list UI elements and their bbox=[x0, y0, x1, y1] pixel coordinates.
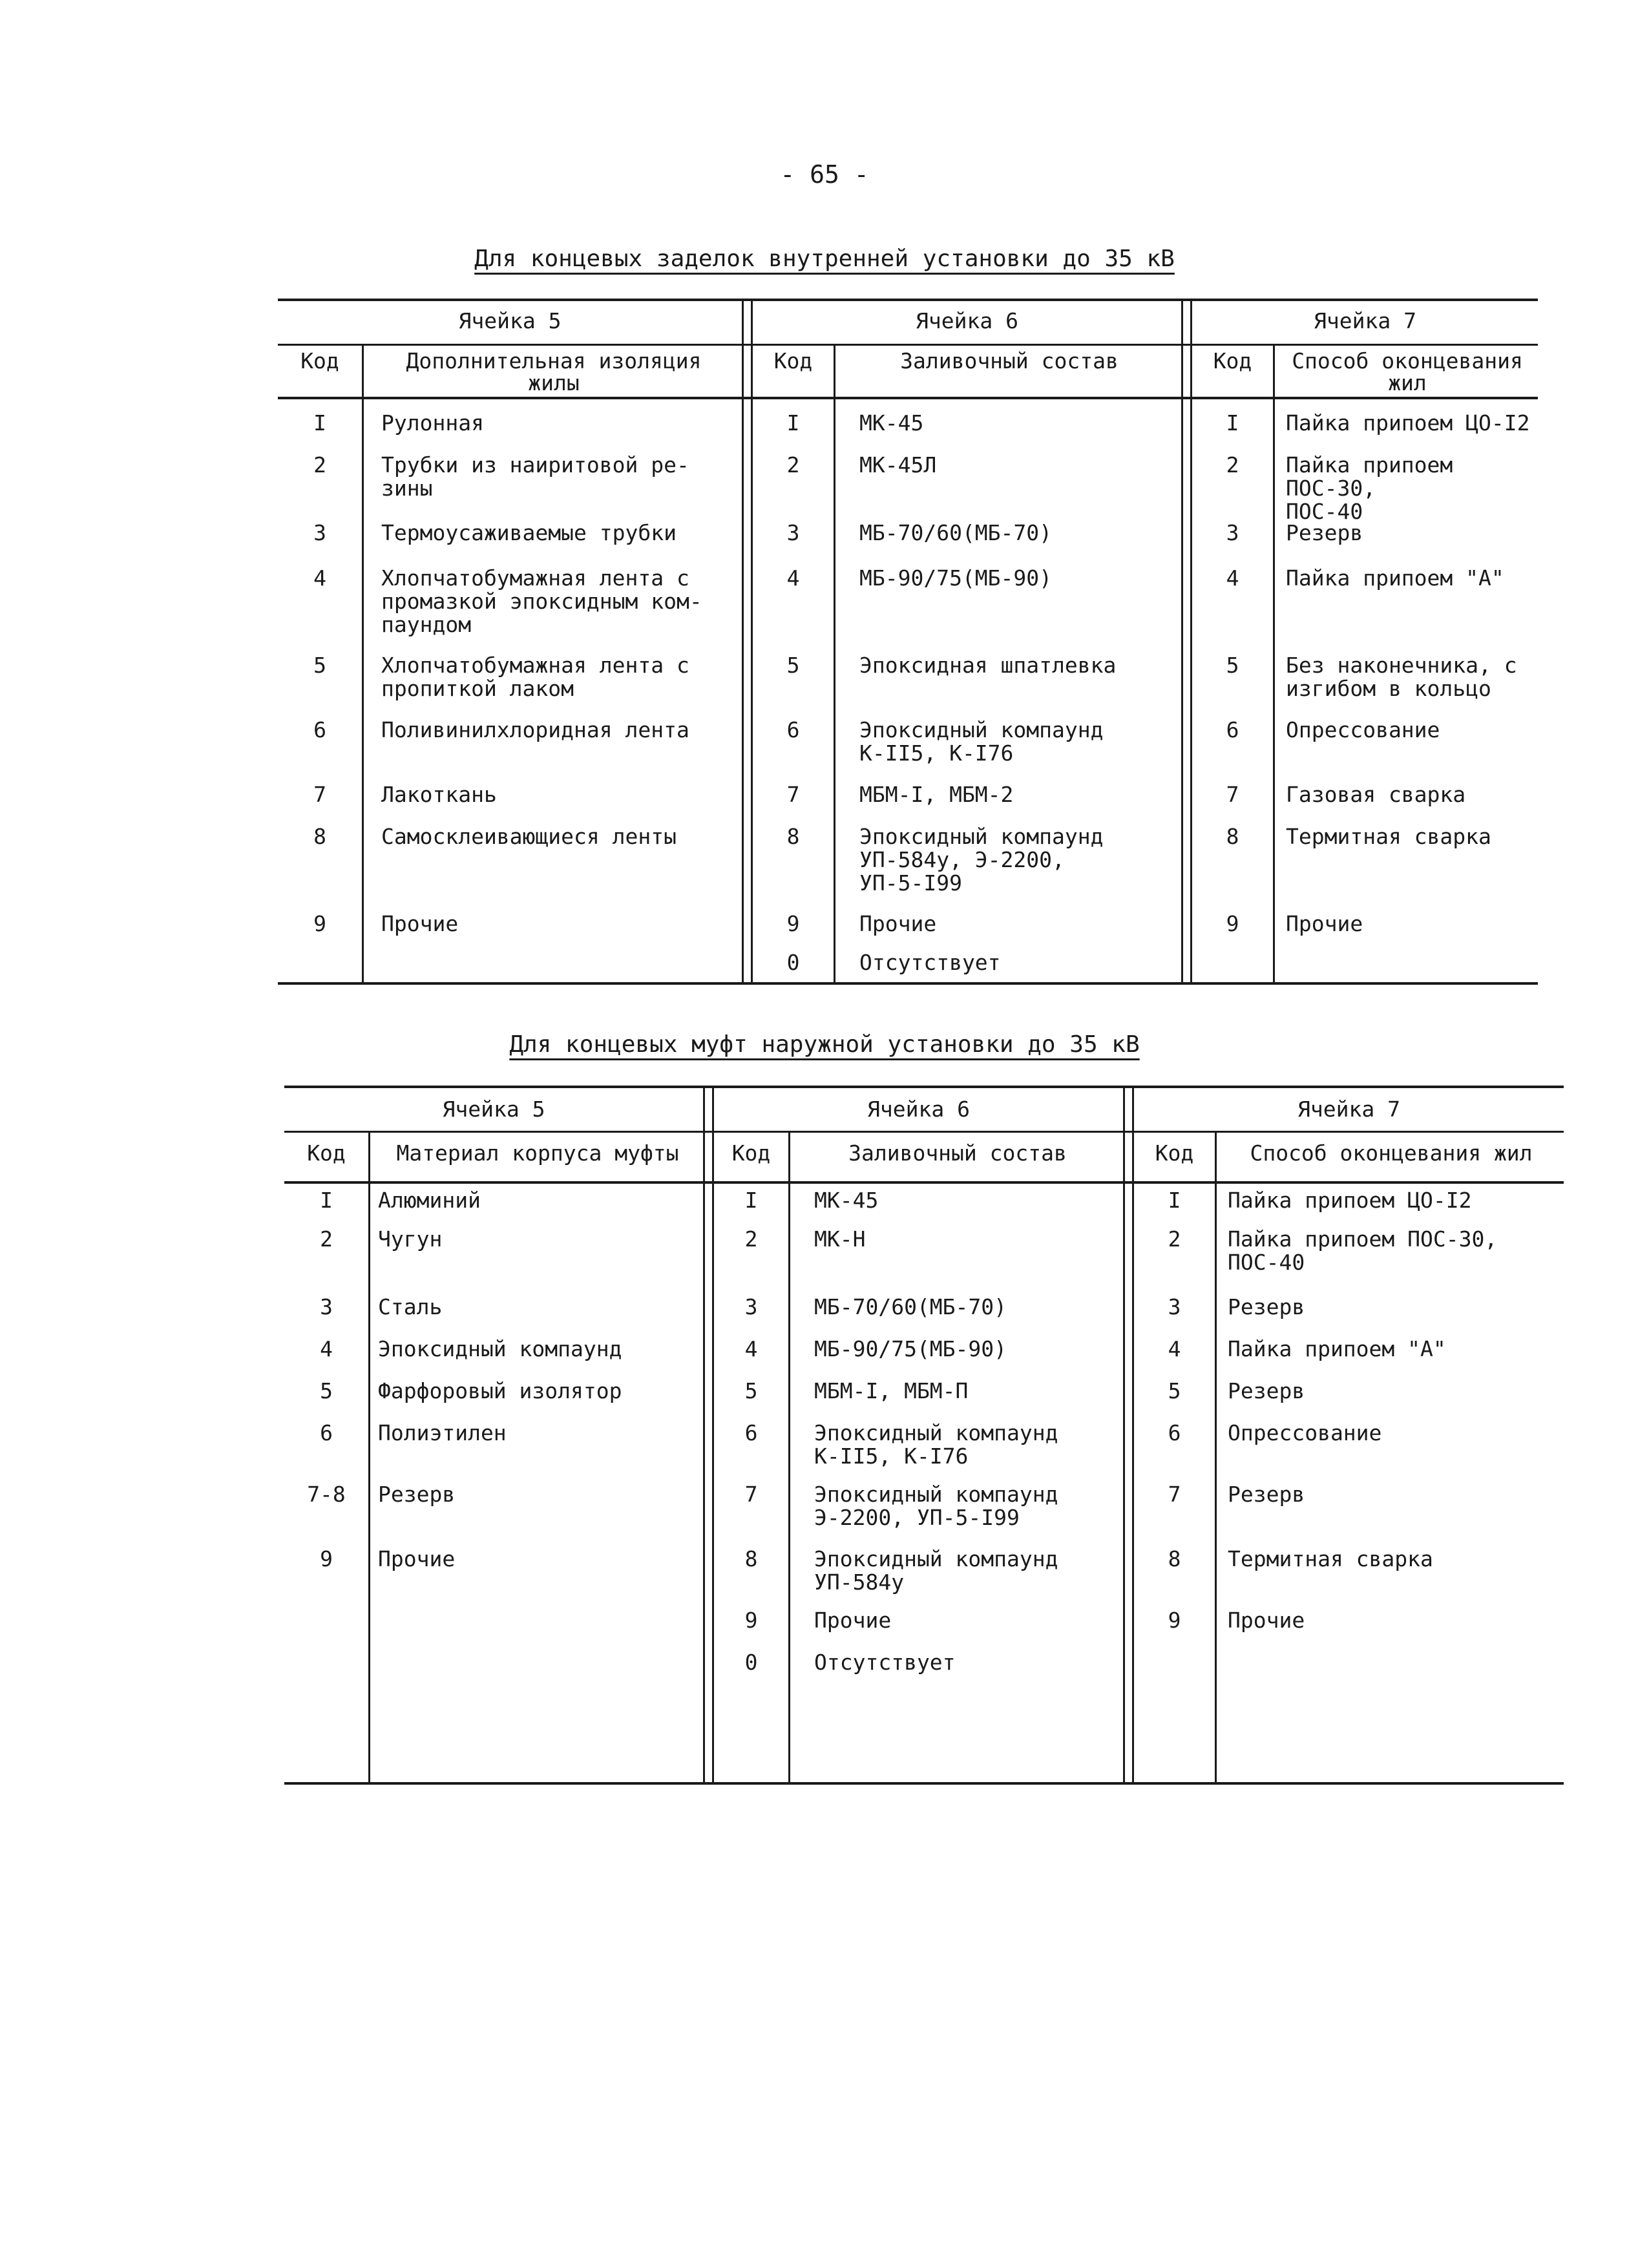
table-2 bbox=[284, 1086, 1564, 1783]
code-cell: 5 bbox=[313, 653, 326, 678]
code-cell: 9 bbox=[1168, 1608, 1181, 1633]
description-cell: Пайка припоем ЦО-I2 bbox=[1228, 1188, 1472, 1213]
description-cell: Прочие bbox=[814, 1608, 892, 1633]
description-cell: МК-Н bbox=[814, 1226, 866, 1252]
description-cell: МК-45 bbox=[814, 1188, 879, 1213]
description-cell: Пайка припоем ПОС-30, ПОС-40 bbox=[1228, 1226, 1498, 1275]
code-cell: I bbox=[786, 410, 800, 436]
code-cell: 2 bbox=[313, 452, 326, 478]
code-cell: 4 bbox=[744, 1336, 758, 1361]
description-cell: Полиэтилен bbox=[378, 1420, 507, 1445]
code-cell: 8 bbox=[1226, 824, 1239, 849]
code-cell: 5 bbox=[320, 1378, 333, 1403]
group-divider bbox=[742, 299, 744, 982]
group-divider bbox=[751, 299, 753, 982]
code-cell: 4 bbox=[786, 565, 800, 591]
code-cell: 6 bbox=[320, 1420, 333, 1445]
code-cell: 3 bbox=[1168, 1294, 1181, 1319]
description-cell: Прочие bbox=[859, 911, 937, 936]
column-divider bbox=[788, 1131, 790, 1782]
description-cell: Пайка припоем ПОС-30, ПОС-40 bbox=[1286, 452, 1453, 524]
group-header-rule bbox=[278, 344, 1538, 346]
description-cell: МБ-90/75(МБ-90) bbox=[814, 1336, 1007, 1361]
code-cell: 0 bbox=[744, 1650, 758, 1675]
code-cell: 3 bbox=[744, 1294, 758, 1319]
code-cell: 5 bbox=[1168, 1378, 1181, 1403]
table-1 bbox=[278, 299, 1538, 983]
description-cell: Резерв bbox=[378, 1482, 456, 1507]
description-cell: Лакоткань bbox=[381, 782, 497, 807]
column-divider bbox=[1273, 344, 1275, 982]
description-column-header: Способ оконцевания жил bbox=[1292, 348, 1523, 395]
code-cell: 7 bbox=[786, 782, 800, 807]
code-cell: 0 bbox=[786, 950, 800, 975]
column-divider bbox=[362, 344, 364, 982]
code-cell: I bbox=[320, 1188, 333, 1213]
description-cell: Прочие bbox=[378, 1546, 456, 1571]
code-cell: 7 bbox=[744, 1482, 758, 1507]
code-cell: 2 bbox=[786, 452, 800, 478]
code-cell: 4 bbox=[1168, 1336, 1181, 1361]
description-cell: Резерв bbox=[1228, 1378, 1305, 1403]
code-cell: 8 bbox=[786, 824, 800, 849]
code-cell: 6 bbox=[1168, 1420, 1181, 1445]
group-divider bbox=[1181, 299, 1183, 982]
description-cell: Пайка припоем ЦО-I2 bbox=[1286, 410, 1530, 436]
table-1-caption bbox=[0, 246, 1649, 272]
code-cell: 5 bbox=[1226, 653, 1239, 678]
group-header: Ячейка 7 bbox=[1297, 1097, 1400, 1122]
description-cell: Эпоксидная шпатлевка bbox=[859, 653, 1117, 678]
code-cell: I bbox=[313, 410, 326, 436]
column-header-rule bbox=[278, 397, 1538, 399]
description-cell: Эпоксидный компаунд Э-2200, УП-5-I99 bbox=[814, 1482, 1058, 1530]
description-cell: Резерв bbox=[1286, 520, 1363, 545]
group-header: Ячейка 5 bbox=[458, 308, 562, 333]
code-column-header: Код bbox=[1213, 348, 1252, 373]
code-cell: 9 bbox=[1226, 911, 1239, 936]
code-cell: 4 bbox=[1226, 565, 1239, 591]
code-cell: 9 bbox=[786, 911, 800, 936]
description-cell: Пайка припоем "А" bbox=[1228, 1336, 1446, 1361]
description-cell: Фарфоровый изолятор bbox=[378, 1378, 622, 1403]
group-divider bbox=[703, 1086, 705, 1782]
code-cell: 9 bbox=[313, 911, 326, 936]
code-cell: 5 bbox=[786, 653, 800, 678]
group-header: Ячейка 7 bbox=[1314, 308, 1416, 333]
code-cell: 3 bbox=[1226, 520, 1239, 545]
code-cell: 6 bbox=[313, 717, 326, 742]
column-divider bbox=[368, 1131, 370, 1782]
description-cell: Термитная сварка bbox=[1286, 824, 1491, 849]
description-column-header: Материал корпуса муфты bbox=[396, 1140, 679, 1166]
code-cell: 8 bbox=[744, 1546, 758, 1571]
description-column-header: Заливочный состав bbox=[900, 348, 1119, 373]
code-cell: 7-8 bbox=[307, 1482, 346, 1507]
description-cell: МБ-70/60(МБ-70) bbox=[814, 1294, 1007, 1319]
description-cell: Трубки из наиритовой ре- зины bbox=[381, 452, 689, 501]
description-cell: Опрессование bbox=[1286, 717, 1440, 742]
code-cell: 7 bbox=[1226, 782, 1239, 807]
code-column-header: Код bbox=[300, 348, 339, 373]
group-header: Ячейка 6 bbox=[867, 1097, 970, 1122]
group-header: Ячейка 5 bbox=[442, 1097, 545, 1122]
code-cell: 3 bbox=[320, 1294, 333, 1319]
description-cell: Пайка припоем "А" bbox=[1286, 565, 1504, 591]
description-column-header: Способ оконцевания жил bbox=[1250, 1140, 1533, 1166]
description-cell: Резерв bbox=[1228, 1294, 1305, 1319]
description-cell: Термитная сварка bbox=[1228, 1546, 1433, 1571]
code-cell: 6 bbox=[786, 717, 800, 742]
column-divider bbox=[834, 344, 835, 982]
description-cell: Поливинилхлоридная лента bbox=[381, 717, 689, 742]
description-cell: Алюминий bbox=[378, 1188, 481, 1213]
code-cell: 6 bbox=[1226, 717, 1239, 742]
description-cell: Прочие bbox=[381, 911, 459, 936]
group-divider bbox=[1190, 299, 1192, 982]
code-cell: 2 bbox=[1226, 452, 1239, 478]
code-cell: 9 bbox=[320, 1546, 333, 1571]
code-cell: 7 bbox=[1168, 1482, 1181, 1507]
group-divider bbox=[1123, 1086, 1125, 1782]
description-cell: Самосклеивающиеся ленты bbox=[381, 824, 677, 849]
description-cell: МБМ-I, МБМ-2 bbox=[859, 782, 1014, 807]
description-cell: Чугун bbox=[378, 1226, 443, 1252]
code-cell: 4 bbox=[320, 1336, 333, 1361]
code-cell: 4 bbox=[313, 565, 326, 591]
description-cell: Отсутствует bbox=[859, 950, 1001, 975]
description-cell: Газовая сварка bbox=[1286, 782, 1466, 807]
code-cell: 3 bbox=[313, 520, 326, 545]
code-cell: I bbox=[1226, 410, 1239, 436]
description-cell: Без наконечника, с изгибом в кольцо bbox=[1286, 653, 1517, 701]
description-cell: МБМ-I, МБМ-П bbox=[814, 1378, 969, 1403]
description-cell: Эпоксидный компаунд К-II5, К-I76 bbox=[859, 717, 1104, 766]
group-header-rule bbox=[284, 1131, 1564, 1133]
description-cell: Резерв bbox=[1228, 1482, 1305, 1507]
description-cell: Сталь bbox=[378, 1294, 443, 1319]
code-cell: 8 bbox=[1168, 1546, 1181, 1571]
table-1-caption-text: Для концевых заделок внутренней установки до 35 кВ bbox=[474, 246, 1175, 272]
table-2-caption-text: Для концевых муфт наружной установки до 35 кВ bbox=[509, 1031, 1140, 1058]
description-column-header: Заливочный состав bbox=[848, 1140, 1067, 1166]
code-cell: 2 bbox=[320, 1226, 333, 1252]
code-column-header: Код bbox=[731, 1140, 771, 1166]
description-cell: МК-45Л bbox=[859, 452, 937, 478]
description-cell: Хлопчатобумажная лента с промазкой эпоксидным ком- паундом bbox=[381, 565, 702, 637]
description-cell: Хлопчатобумажная лента с пропиткой лаком bbox=[381, 653, 689, 701]
description-cell: МБ-70/60(МБ-70) bbox=[859, 520, 1053, 545]
page-number: - 65 - bbox=[780, 160, 869, 189]
code-cell: 7 bbox=[313, 782, 326, 807]
table-top-rule bbox=[278, 299, 1538, 301]
group-header: Ячейка 6 bbox=[916, 308, 1018, 333]
code-cell: 6 bbox=[744, 1420, 758, 1445]
code-column-header: Код bbox=[307, 1140, 346, 1166]
column-header-rule bbox=[284, 1181, 1564, 1184]
code-cell: 2 bbox=[744, 1226, 758, 1252]
table-top-rule bbox=[284, 1086, 1564, 1088]
description-cell: МК-45 bbox=[859, 410, 924, 436]
code-cell: I bbox=[1168, 1188, 1181, 1213]
description-cell: МБ-90/75(МБ-90) bbox=[859, 565, 1053, 591]
code-cell: 9 bbox=[744, 1608, 758, 1633]
table-bottom-rule bbox=[278, 982, 1538, 985]
code-cell: 3 bbox=[786, 520, 800, 545]
column-divider bbox=[1215, 1131, 1217, 1782]
table-bottom-rule bbox=[284, 1782, 1564, 1785]
table-2-caption bbox=[0, 1031, 1649, 1058]
code-cell: 8 bbox=[313, 824, 326, 849]
code-cell: 5 bbox=[744, 1378, 758, 1403]
description-cell: Рулонная bbox=[381, 410, 484, 436]
description-cell: Опрессование bbox=[1228, 1420, 1382, 1445]
description-cell: Отсутствует bbox=[814, 1650, 956, 1675]
description-column-header: Дополнительная изоляция жилы bbox=[406, 348, 702, 395]
code-cell: I bbox=[744, 1188, 758, 1213]
description-cell: Прочие bbox=[1286, 911, 1363, 936]
description-cell: Термоусаживаемые трубки bbox=[381, 520, 677, 545]
code-column-header: Код bbox=[773, 348, 813, 373]
description-cell: Эпоксидный компаунд bbox=[378, 1336, 622, 1361]
code-cell: 2 bbox=[1168, 1226, 1181, 1252]
description-cell: Эпоксидный компаунд УП-584у, Э-2200, УП-5-I99 bbox=[859, 824, 1104, 896]
description-cell: Эпоксидный компаунд УП-584у bbox=[814, 1546, 1058, 1595]
code-column-header: Код bbox=[1155, 1140, 1194, 1166]
description-cell: Прочие bbox=[1228, 1608, 1305, 1633]
description-cell: Эпоксидный компаунд К-II5, К-I76 bbox=[814, 1420, 1058, 1469]
